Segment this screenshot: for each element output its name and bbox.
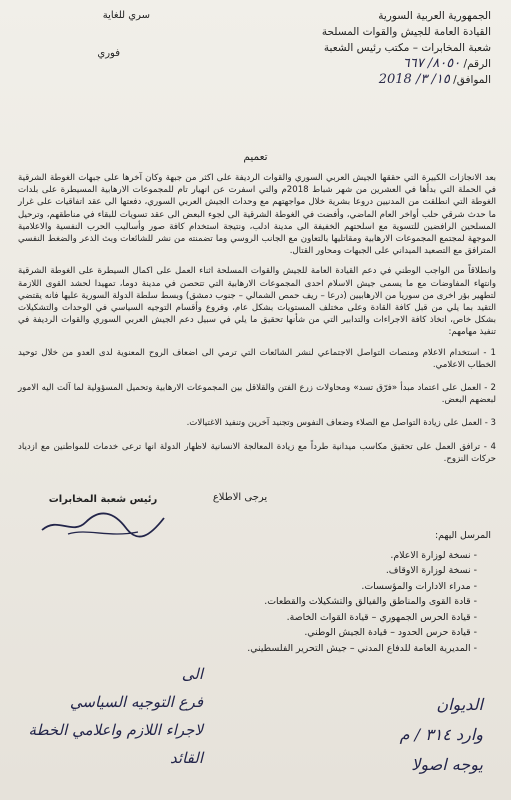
- reference-number: الرقم/ ٨٠٥٠/ ٦٦٧: [402, 56, 491, 71]
- reference-number-value: ٨٠٥٠/ ٦٦٧: [402, 56, 461, 71]
- signature-block: [28, 494, 178, 505]
- handwritten-registry-note: [313, 690, 483, 780]
- recipients-heading: المرسل اليهم:: [435, 530, 491, 541]
- letterhead: [261, 8, 491, 88]
- classification-block: [30, 8, 150, 62]
- handwritten-line: القائد: [170, 749, 203, 767]
- letterhead-line-country: الجمهورية العربية السورية: [378, 10, 491, 22]
- handwritten-line: فرع التوجيه السياسي: [69, 693, 203, 711]
- body-item-4: 4 - ترافق العمل على تحقيق مكاسب ميدانية طرداً مع زيادة المعالجة الانسانية لاظهار الدولة انها ترعى خدمات للمواطنين مع ازدياد حركات النزوح.: [18, 441, 496, 464]
- letterhead-line-branch: شعبة المخابرات – مكتب رئيس الشعبة: [323, 42, 491, 54]
- body-item-1: 1 - استخدام الاعلام ومنصات التواصل الاجتماعي لنشر الشائعات التي ترمي الى اضعاف الروح المعنوية لدى العدو من خلال توحيد الخطاب الاعلامي.: [18, 347, 496, 370]
- signature-title: رئيس شعبة المخابرات: [48, 494, 158, 505]
- document-date-value: ١٥/ ٣/ 2018: [378, 72, 450, 87]
- body-paragraph-intro: بعد الانجازات الكبيرة التي حققها الجيش العربي السوري والقوات الرديفة على اكثر من جبهة وكان آخرها على جبهات الغوطة الشرقية في الحملة التي بدأها في العشرين من شهر شباط 2018م والتي اسفرت عن انهيار تام للمجموعات الارهابية المسيطرة على بلدات الغوطة التي انطلقت من المدنيين دروعا بشرية خلال مواجهتهم مع وحدات الجيش العربي السوري، دفعتها الى عقد اتفاقيات على غرار ما حدث شرقي حلب أواخر العام الماضي، وأفضت في الغوطة الشرقية الى لجوء البعض الى عقد تسويات للبقاء في مناطقهم، وترحيل المسلحين الرافضين للتسوية مع اسلحتهم الخفيفة الى مدينة ادلب، ونتيجة استخدام كافة صور وأساليب الحرب النفسية والاعلامية الموجهة لمجتمع المجموعات الارهابية ومقاتليها بالتعاون مع الجانب الروسي وما تضمنته من نشر للشائعات وبث الذعر والضغط النفسي المترافق مع التصعيد الميداني على الجبهات ومحاور القتال.: [18, 173, 496, 257]
- recipients-list: [191, 528, 491, 656]
- handwritten-line: لاجراء اللازم واعلامي الخطة: [28, 721, 203, 739]
- letterhead-line-command: القيادة العامة للجيش والقوات المسلحة: [321, 26, 491, 38]
- body-text: [18, 172, 496, 476]
- body-item-2: 2 - العمل على اعتماد مبدأ «فرّق تسد» ومحاولات زرع الفتن والقلاقل بين المجموعات الارهابية وتحميل المسؤولية لما آلت اليه الامور لبعضهم البعض.: [18, 383, 496, 406]
- handwritten-line: الديوان: [436, 695, 483, 714]
- body-paragraph-directive: وانطلاقاً من الواجب الوطني في دعم القيادة العامة للجيش والقوات المسلحة اثناء العمل على اكمال السيطرة على الغوطة الشرقية وانتهاء المفاوضات مع ما يسمى جيش الاسلام احدى المجموعات الارهابية التي تتحصن في مدينة دوما، تمهيدا لحشد القوى اللازمة لتطهير بؤر اخرى من سوريا من الارهابيين (درعا – ريف حمص الشمالي – جنوب دمشق) وبسط سلطة الدولة السورية عليها فانه يقتضي التقيد بما يلي من قبل كافة القادة وعلى مختلف المستويات بشكل عام، وفروع وأقسام التوجيه السياسي في الوحدات والتشكيلات بشكل خاص، اتخاذ كافة الاجراءات والتدابير التي من شأنها تحقيق ما يلي في سبيل دعم الجيش العربي السوري والقوات الرديفة في تنفيذ مهامهم:: [18, 266, 496, 338]
- handwritten-referral-note: [28, 660, 203, 772]
- closing-line: يرجى الاطلاع: [212, 492, 268, 503]
- recipient-item: - قيادة حرس الحدود – قيادة الجيش الوطني.: [191, 625, 477, 641]
- body-item-3: 3 - العمل على زيادة التواصل مع الصلاء وضعاف النفوس وتجنيد آخرين وتنفيذ الاغتيالات.: [186, 418, 496, 429]
- signature-scribble-icon: [38, 506, 168, 540]
- handwritten-line: وارد ٣١٤ / م: [399, 725, 483, 744]
- urgency-label: فوري: [97, 48, 120, 59]
- handwritten-line: الى: [181, 665, 203, 683]
- recipient-item: - المديرية العامة للدفاع المدني – جيش التحرير الفلسطيني.: [191, 641, 477, 657]
- recipient-item: - قيادة الحرس الجمهوري – قيادة القوات الخاصة.: [191, 610, 477, 626]
- document-date: الموافق/ ١٥/ ٣/ 2018: [378, 72, 491, 87]
- secrecy-label: سري للغاية: [102, 10, 150, 21]
- recipient-item: - نسخة لوزارة الاعلام.: [191, 548, 477, 564]
- handwritten-line: يوجه اصولا: [411, 755, 483, 774]
- recipient-item: - قادة القوى والمناطق والفيالق والتشكيلات والقطعات.: [191, 594, 477, 610]
- recipient-item: - نسخة لوزارة الاوقاف.: [191, 563, 477, 579]
- subject-title: تعميم: [243, 151, 268, 163]
- recipient-item: - مدراء الادارات والمؤسسات.: [191, 579, 477, 595]
